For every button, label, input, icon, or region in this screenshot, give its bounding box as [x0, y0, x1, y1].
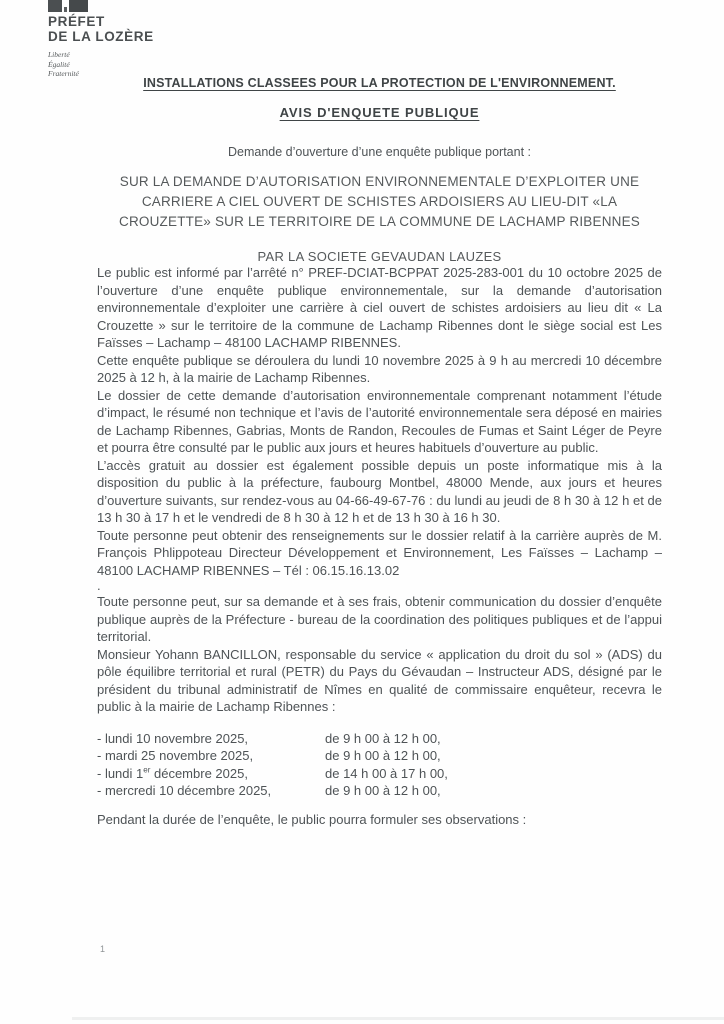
- schedule-time: de 14 h 00 à 17 h 00,: [325, 765, 448, 781]
- paragraph-acces-informatique: L’accès gratuit au dossier est également possible depuis un poste informatique mis à la disposition du public à la préfecture, faubourg Montbel, 48000 Mende, aux jours et heures d’ouverture suivants, sur rendez-vous au 04-66-49-67-76 : du lundi au jeudi de 8 h 30 à 12 h et de 13 h 30 à 17 h et le vendredi de 8 h 30 à 12 h et de 13 h 30 à 16 h 30.: [97, 457, 662, 525]
- heading-avis-enquete: AVIS D'ENQUETE PUBLIQUE: [279, 105, 480, 120]
- page-number: 1: [100, 944, 106, 954]
- schedule-date: - lundi 1er décembre 2025,: [97, 765, 248, 781]
- intro-line: Demande d’ouverture d’une enquête publique portant :: [228, 145, 531, 159]
- subject-line-2: CARRIERE A CIEL OUVERT DE SCHISTES ARDOISIERS AU LIEU-DIT «LA: [141, 194, 618, 209]
- prefect-title-line1: PRÉFET: [48, 14, 105, 29]
- closing-line: Pendant la durée de l’enquête, le public pourra formuler ses observations :: [97, 811, 527, 827]
- schedule-date: - mercredi 10 décembre 2025,: [97, 783, 272, 798]
- schedule-date: - mardi 25 novembre 2025,: [97, 748, 254, 763]
- company-line: PAR LA SOCIETE GEVAUDAN LAUZES: [257, 249, 502, 264]
- heading-installations-classees: INSTALLATIONS CLASSEES POUR LA PROTECTION DE L'ENVIRONNEMENT.: [143, 76, 616, 90]
- schedule-time: de 9 h 00 à 12 h 00,: [325, 783, 441, 798]
- subject-title: [97, 172, 662, 232]
- scan-artifact-line: [72, 1017, 724, 1020]
- marianne-emblem-icon: [48, 0, 88, 12]
- schedule-time: de 9 h 00 à 12 h 00,: [325, 748, 441, 763]
- schedule-date: - lundi 10 novembre 2025,: [97, 730, 249, 746]
- schedule-time: de 9 h 00 à 12 h 00,: [325, 730, 441, 746]
- subject-line-3: CROUZETTE» SUR LE TERRITOIRE DE LA COMMUNE DE LACHAMP RIBENNES: [119, 214, 640, 229]
- paragraph-communication-dossier: Toute personne peut, sur sa demande et à ses frais, obtenir communication du dossier d’enquête publique auprès de la Préfecture - bureau de la coordination des politiques publiques et de l’appui territorial.: [97, 594, 662, 644]
- stray-dot: .: [97, 578, 101, 593]
- motto-fraternite: Fraternité: [48, 69, 79, 78]
- paragraph-public-informe: Le public est informé par l’arrêté n° PREF-DCIAT-BCPPAT 2025-283-001 du 10 octobre 2025 de l’ouverture d’une enquête publique environnementale, sur la demande d’autorisation environnementale d’exploiter une carrière à ciel ouvert de schistes ardoisiers au lieu dit « La Crouzette » sur le territoire de la commune de Lachamp Ribennes dont le siège social est Les Faïsses – Lachamp – 48100 LACHAMP RIBENNES.: [97, 265, 662, 350]
- paragraph-dates-enquete: Cette enquête publique se déroulera du lundi 10 novembre 2025 à 9 h au mercredi 10 décembre 2025 à 12 h, à la mairie de Lachamp Ribennes.: [97, 352, 662, 385]
- paragraph-dossier-mairies: Le dossier de cette demande d’autorisation environnementale comprenant notamment l’étude d’impact, le résumé non technique et l’avis de l’autorité environnementale sera déposé en mairies de Lachamp Ribennes, Gabrias, Monts de Randon, Recoules de Fumas et Saint Léger de Peyre et pourra être consulté par le public aux jours et heures habituels d’ouverture au public.: [97, 387, 662, 455]
- paragraph-renseignements: Toute personne peut obtenir des renseignements sur le dossier relatif à la carrière auprès de M. François Phlippoteau Directeur Développement et Environnement, Les Faïsses – Lachamp – 48100 LACHAMP RIBENNES – Tél : 06.15.16.13.02: [97, 527, 662, 578]
- subject-line-1: SUR LA DEMANDE D’AUTORISATION ENVIRONNEMENTALE D’EXPLOITER UNE: [119, 174, 640, 189]
- motto-liberte: Liberté: [48, 50, 70, 59]
- document-content: [97, 0, 662, 828]
- prefect-title-line2: DE LA LOZÈRE: [48, 28, 154, 44]
- paragraph-commissaire-enqueteur: Monsieur Yohann BANCILLON, responsable du service « application du droit du sol » (ADS) du pôle équilibre territorial et rural (PETR) du Pays du Gévaudan – Instructeur ADS, désigné par le président du tribunal administratif de Nîmes en qualité de commissaire enquêteur, recevra le public à la mairie de Lachamp Ribennes :: [97, 646, 662, 714]
- motto-egalite: Égalité: [48, 59, 70, 69]
- permanence-schedule: [97, 730, 662, 800]
